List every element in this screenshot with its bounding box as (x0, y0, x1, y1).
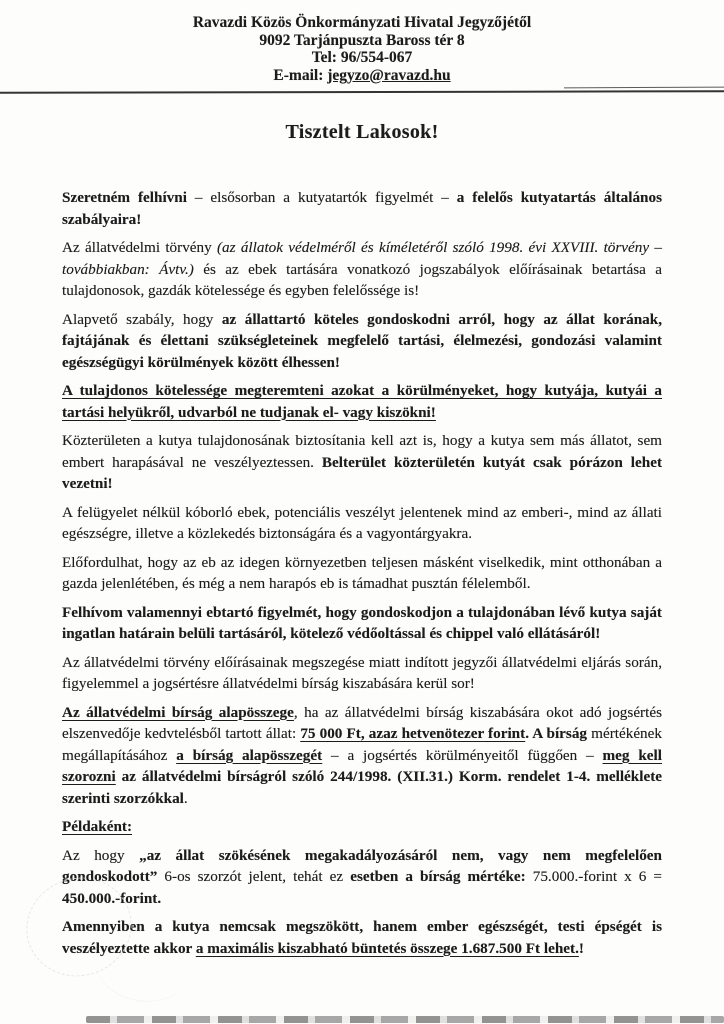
text-run: Alapvető szabály, hogy (62, 310, 222, 328)
text-run: (az állatok védelméről és kíméletéről szóló 1998. évi XXVIII. törvény – továbbiakban: Ávtv.) (62, 239, 662, 278)
text-run: 450.000.-forint. (62, 889, 162, 907)
text-run: Felhívom valamennyi ebtartó figyelmét, hogy gondoskodjon a tulajdonában lévő kutya saját ingatlan határain belüli tartásáról, kötelező védőoltással és chippel való ellátásáról! (62, 603, 662, 642)
text-run: Az hogy (62, 846, 140, 864)
text-run: a maximális kiszabható büntetés összege 1.687.500 Ft lehet. (195, 939, 579, 957)
letter-body (62, 187, 662, 966)
text-run: A tulajdonos kötelessége megteremteni azokat a körülményeket, hogy kutyája, kutyái a tartási helyükről, udvarból ne tudjanak el- vagy kiszökni! (62, 382, 662, 421)
paragraph (62, 309, 662, 374)
salutation-title: Tisztelt Lakosok! (285, 121, 439, 143)
text-run: Példaként: (62, 818, 133, 835)
email-address: jegyzo@ravazd.hu (327, 66, 451, 84)
paragraph (62, 187, 662, 230)
text-run: Amennyiben a kutya nemcsak megszökött, hanem ember egészségét, testi épségét is veszélyeztette akkor (62, 918, 662, 957)
letterhead-email-line (0, 67, 724, 85)
text-run: Előfordulhat, hogy az eb az idegen környezetben teljesen másként viselkedik, mint otthonában a gazda jelenlétében, és még a nem harapós eb is támadhat pusztán félelemből. (62, 553, 662, 592)
text-run: – a jogsértés körülményeitől függően – (322, 746, 603, 764)
text-run: és az ebek tartására vonatkozó jogszabályok előírásainak betartása a tulajdonosok, gazdák kötelessége és egyben felelőssége is! (62, 260, 662, 299)
text-run: esetben a bírság mértéke: (350, 868, 526, 885)
letterhead (0, 14, 724, 84)
paragraph (62, 237, 662, 302)
paragraph (62, 652, 662, 695)
text-run: Közterületen a kutya tulajdonosának biztosítania kell azt is, hogy a kutya sem más állatot, sem embert harapásával ne veszélyeztessen. (62, 432, 662, 471)
text-run: 75.000.-forint x 6 = (525, 868, 663, 885)
text-run: az állatvédelmi bírságról szóló 244/1998. (XII.31.) Korm. rendelet 1-4. melléklete szerinti szorzókkal (62, 768, 662, 807)
header-divider-line-artifact (564, 87, 724, 89)
text-run: A felügyelet nélkül kóborló ebek, potenciális veszélyt jelentenek mind az emberi-, mind az állati egészségre, illetve a közlekedés biztonságára és a vagyontárgyakra. (62, 503, 662, 542)
text-run: ! (578, 939, 584, 957)
paragraph (62, 430, 662, 495)
text-run: . (183, 789, 188, 807)
paragraph (62, 380, 662, 423)
text-run: meg kell szorozni (62, 746, 662, 785)
text-run: Az állatvédelmi törvény előírásainak megszegése miatt indított jegyzői állatvédelmi eljárás során, figyelemmel a jogsértésre állatvédelmi bírság kiszabására kerül sor! (62, 653, 662, 692)
text-run: Az állatvédelmi bírság alapösszege (62, 703, 294, 721)
paragraph (62, 502, 662, 545)
text-run: , ha az állatvédelmi bírság kiszabására okot adó jogsértés elszenvedője kedvtelésből tartott állat: (62, 703, 662, 742)
letterhead-office-name: Ravazdi Közös Önkormányzati Hivatal Jegyzőjétől (192, 14, 532, 31)
text-run: Szeretném felhívni (62, 189, 187, 206)
text-run: 75 000 Ft, azaz hetvenötezer forint (300, 725, 526, 742)
paragraph (62, 816, 662, 838)
text-run: 6-os szorzót jelent, tehát ez (157, 868, 351, 885)
text-run: – elsősorban a kutyatartók figyelmét – (186, 189, 457, 206)
text-run: „az állat szökésének megakadályozásáról nem, vagy nem megfelelően gondoskodott” (62, 846, 662, 885)
text-run: a felelős kutyatartás általános szabályaira! (62, 189, 662, 228)
scan-edge-artifact (86, 1016, 724, 1023)
text-run: Az állatvédelmi törvény (62, 239, 217, 256)
paragraph (62, 602, 662, 645)
header-divider-line (0, 90, 724, 94)
paragraph (62, 552, 662, 595)
letterhead-phone: Tel: 96/554-067 (311, 49, 413, 66)
text-run: mértékének megállapításához (62, 725, 662, 764)
text-run: Belterület közterületén kutyát csak pórázon lehet vezetni! (62, 453, 662, 492)
text-run: . A bírság (525, 725, 588, 742)
paragraph (62, 845, 662, 910)
text-run: az állattartó köteles gondoskodni arról, hogy az állat korának, fajtájának és élettani szükségleteinek megfelelő tartási, élelmezési, gondozási valamint egészségügyi körülmények között élhessen! (62, 310, 662, 371)
paragraph (62, 702, 662, 810)
email-label: E-mail: (273, 66, 328, 84)
letterhead-address: 9092 Tarjánpuszta Baross tér 8 (259, 31, 465, 49)
text-run: a bírság alapösszegét (176, 746, 323, 764)
